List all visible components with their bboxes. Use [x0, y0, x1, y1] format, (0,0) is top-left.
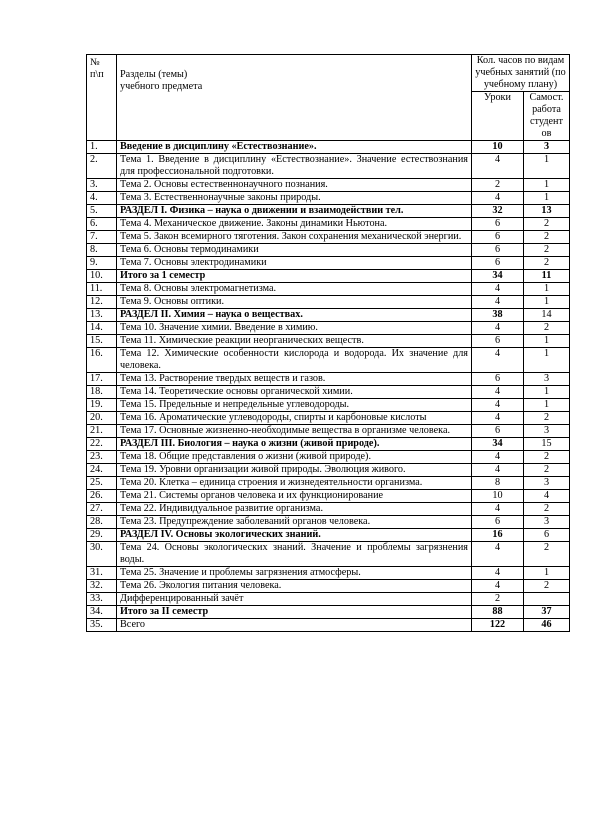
- header-lessons: Уроки: [471, 92, 523, 141]
- row-lessons: 4: [471, 386, 523, 399]
- row-selfwork: 2: [523, 257, 569, 270]
- row-topic: Тема 11. Химические реакции неорганических веществ.: [117, 335, 472, 348]
- row-topic: Тема 25. Значение и проблемы загрязнения атмосферы.: [117, 567, 472, 580]
- table-row: [87, 335, 570, 348]
- row-lessons: 6: [471, 244, 523, 257]
- row-number: 20.: [87, 412, 117, 425]
- row-lessons: 16: [471, 529, 523, 542]
- row-topic: РАЗДЕЛ II. Химия – наука о веществах.: [117, 309, 472, 322]
- row-topic: Тема 14. Теоретические основы органической химии.: [117, 386, 472, 399]
- table-row: [87, 503, 570, 516]
- row-number: 9.: [87, 257, 117, 270]
- table-row: [87, 141, 570, 154]
- table-row: [87, 464, 570, 477]
- row-lessons: 6: [471, 373, 523, 386]
- table-row: [87, 257, 570, 270]
- row-selfwork: 14: [523, 309, 569, 322]
- row-number: 5.: [87, 205, 117, 218]
- row-number: 16.: [87, 348, 117, 373]
- row-selfwork: 15: [523, 438, 569, 451]
- table-row: [87, 567, 570, 580]
- row-selfwork: 1: [523, 296, 569, 309]
- row-number: 26.: [87, 490, 117, 503]
- row-number: 7.: [87, 231, 117, 244]
- table-row: [87, 542, 570, 567]
- row-selfwork: 2: [523, 412, 569, 425]
- row-selfwork: 3: [523, 141, 569, 154]
- table-row: [87, 270, 570, 283]
- table-row: [87, 516, 570, 529]
- row-topic: Тема 3. Естественнонаучные законы природы.: [117, 192, 472, 205]
- row-lessons: 122: [471, 619, 523, 632]
- table-row: [87, 593, 570, 606]
- row-selfwork: 11: [523, 270, 569, 283]
- row-number: 28.: [87, 516, 117, 529]
- row-number: 23.: [87, 451, 117, 464]
- row-number: 27.: [87, 503, 117, 516]
- table-row: [87, 244, 570, 257]
- row-number: 1.: [87, 141, 117, 154]
- row-lessons: 32: [471, 205, 523, 218]
- row-number: 29.: [87, 529, 117, 542]
- row-lessons: 4: [471, 154, 523, 179]
- row-topic: Введение в дисциплину «Естествознание».: [117, 141, 472, 154]
- row-topic: Тема 5. Закон всемирного тяготения. Закон сохранения механической энергии.: [117, 231, 472, 244]
- table-row: [87, 580, 570, 593]
- row-lessons: 88: [471, 606, 523, 619]
- row-number: 19.: [87, 399, 117, 412]
- table-row: [87, 179, 570, 192]
- row-lessons: 4: [471, 348, 523, 373]
- table-row: [87, 619, 570, 632]
- row-lessons: 4: [471, 580, 523, 593]
- row-selfwork: 1: [523, 335, 569, 348]
- row-number: 8.: [87, 244, 117, 257]
- row-topic: Тема 12. Химические особенности кислорода и водорода. Их значение для человека.: [117, 348, 472, 373]
- row-lessons: 6: [471, 218, 523, 231]
- row-number: 21.: [87, 425, 117, 438]
- row-selfwork: 3: [523, 516, 569, 529]
- table-row: [87, 477, 570, 490]
- row-topic: Тема 23. Предупреждение заболеваний органов человека.: [117, 516, 472, 529]
- row-topic: Тема 8. Основы электромагнетизма.: [117, 283, 472, 296]
- row-topic: Тема 24. Основы экологических знаний. Значение и проблемы загрязнения воды.: [117, 542, 472, 567]
- row-topic: Тема 4. Механическое движение. Законы динамики Ньютона.: [117, 218, 472, 231]
- table-row: [87, 451, 570, 464]
- table-row: [87, 348, 570, 373]
- table-row: [87, 606, 570, 619]
- row-selfwork: 3: [523, 425, 569, 438]
- table-row: [87, 296, 570, 309]
- row-topic: РАЗДЕЛ I. Физика – наука о движении и взаимодействии тел.: [117, 205, 472, 218]
- row-number: 34.: [87, 606, 117, 619]
- row-topic: Тема 22. Индивидуальное развитие организма.: [117, 503, 472, 516]
- row-selfwork: 2: [523, 503, 569, 516]
- table-row: [87, 231, 570, 244]
- row-lessons: 4: [471, 296, 523, 309]
- row-lessons: 4: [471, 451, 523, 464]
- row-lessons: 4: [471, 322, 523, 335]
- row-lessons: 6: [471, 231, 523, 244]
- row-topic: Тема 26. Экология питания человека.: [117, 580, 472, 593]
- row-number: 22.: [87, 438, 117, 451]
- row-selfwork: 13: [523, 205, 569, 218]
- row-selfwork: 6: [523, 529, 569, 542]
- row-number: 32.: [87, 580, 117, 593]
- row-selfwork: 1: [523, 399, 569, 412]
- table-row: [87, 399, 570, 412]
- table-row: [87, 373, 570, 386]
- row-number: 3.: [87, 179, 117, 192]
- row-number: 10.: [87, 270, 117, 283]
- row-selfwork: 1: [523, 179, 569, 192]
- row-selfwork: 1: [523, 386, 569, 399]
- row-topic: Тема 13. Растворение твердых веществ и газов.: [117, 373, 472, 386]
- row-selfwork: 2: [523, 542, 569, 567]
- row-selfwork: 2: [523, 244, 569, 257]
- row-selfwork: 2: [523, 580, 569, 593]
- table-row: [87, 529, 570, 542]
- row-lessons: 4: [471, 542, 523, 567]
- row-selfwork: 3: [523, 373, 569, 386]
- row-topic: Тема 6. Основы термодинамики: [117, 244, 472, 257]
- table-row: [87, 205, 570, 218]
- row-number: 12.: [87, 296, 117, 309]
- row-number: 18.: [87, 386, 117, 399]
- row-lessons: 38: [471, 309, 523, 322]
- row-selfwork: 3: [523, 477, 569, 490]
- row-number: 24.: [87, 464, 117, 477]
- table-row: [87, 218, 570, 231]
- row-number: 33.: [87, 593, 117, 606]
- row-selfwork: 2: [523, 464, 569, 477]
- row-topic: Тема 10. Значение химии. Введение в химию.: [117, 322, 472, 335]
- curriculum-table: [86, 54, 570, 632]
- row-lessons: 6: [471, 335, 523, 348]
- row-selfwork: 2: [523, 451, 569, 464]
- table-row: [87, 283, 570, 296]
- table-row: [87, 309, 570, 322]
- row-selfwork: 1: [523, 154, 569, 179]
- header-row: [87, 55, 570, 92]
- row-topic: Тема 2. Основы естественнонаучного познания.: [117, 179, 472, 192]
- row-topic: Тема 19. Уровни организации живой природы. Эволюция живого.: [117, 464, 472, 477]
- row-number: 30.: [87, 542, 117, 567]
- row-topic: Итого за 1 семестр: [117, 270, 472, 283]
- row-selfwork: 1: [523, 348, 569, 373]
- row-lessons: 8: [471, 477, 523, 490]
- row-lessons: 2: [471, 593, 523, 606]
- table-body: [87, 55, 570, 632]
- row-selfwork: 1: [523, 192, 569, 205]
- row-lessons: 4: [471, 399, 523, 412]
- row-selfwork: 2: [523, 218, 569, 231]
- row-number: 4.: [87, 192, 117, 205]
- row-number: 14.: [87, 322, 117, 335]
- row-number: 17.: [87, 373, 117, 386]
- row-number: 11.: [87, 283, 117, 296]
- table-row: [87, 386, 570, 399]
- table-row: [87, 425, 570, 438]
- row-selfwork: 4: [523, 490, 569, 503]
- table-row: [87, 154, 570, 179]
- row-lessons: 6: [471, 257, 523, 270]
- row-topic: Тема 7. Основы электродинамики: [117, 257, 472, 270]
- row-lessons: 4: [471, 192, 523, 205]
- row-number: 2.: [87, 154, 117, 179]
- row-lessons: 10: [471, 141, 523, 154]
- table-row: [87, 192, 570, 205]
- table-row: [87, 322, 570, 335]
- row-lessons: 4: [471, 283, 523, 296]
- row-topic: Тема 9. Основы оптики.: [117, 296, 472, 309]
- row-lessons: 2: [471, 179, 523, 192]
- row-lessons: 6: [471, 425, 523, 438]
- header-num: № п\п: [87, 55, 117, 141]
- row-topic: Дифференцированный зачёт: [117, 593, 472, 606]
- row-lessons: 4: [471, 567, 523, 580]
- row-lessons: 4: [471, 503, 523, 516]
- row-topic: Тема 18. Общие представления о жизни (живой природе).: [117, 451, 472, 464]
- header-sections: Разделы (темы) учебного предмета: [117, 55, 472, 141]
- row-number: 15.: [87, 335, 117, 348]
- row-topic: Тема 21. Системы органов человека и их функционирование: [117, 490, 472, 503]
- table-row: [87, 490, 570, 503]
- header-selfwork: Самост. работа студент ов: [523, 92, 569, 141]
- row-number: 25.: [87, 477, 117, 490]
- row-number: 13.: [87, 309, 117, 322]
- row-topic: Итого за II семестр: [117, 606, 472, 619]
- row-topic: Всего: [117, 619, 472, 632]
- row-number: 6.: [87, 218, 117, 231]
- row-number: 35.: [87, 619, 117, 632]
- table-row: [87, 412, 570, 425]
- row-number: 31.: [87, 567, 117, 580]
- row-selfwork: 46: [523, 619, 569, 632]
- row-lessons: 34: [471, 438, 523, 451]
- row-lessons: 4: [471, 464, 523, 477]
- row-selfwork: 2: [523, 322, 569, 335]
- row-lessons: 10: [471, 490, 523, 503]
- row-topic: Тема 1. Введение в дисциплину «Естествознание». Значение естествознания для профессиональной подготовки.: [117, 154, 472, 179]
- row-topic: Тема 16. Ароматические углеводороды, спирты и карбоновые кислоты: [117, 412, 472, 425]
- row-selfwork: 1: [523, 283, 569, 296]
- row-topic: Тема 15. Предельные и непредельные углеводороды.: [117, 399, 472, 412]
- row-selfwork: 37: [523, 606, 569, 619]
- row-selfwork: [523, 593, 569, 606]
- row-lessons: 4: [471, 412, 523, 425]
- row-selfwork: 2: [523, 231, 569, 244]
- header-hours: Кол. часов по видам учебных занятий (по учебному плану): [471, 55, 569, 92]
- row-topic: РАЗДЕЛ IV. Основы экологических знаний.: [117, 529, 472, 542]
- table-row: [87, 438, 570, 451]
- row-lessons: 34: [471, 270, 523, 283]
- row-lessons: 6: [471, 516, 523, 529]
- row-topic: Тема 17. Основные жизненно-необходимые вещества в организме человека.: [117, 425, 472, 438]
- row-topic: РАЗДЕЛ III. Биология – наука о жизни (живой природе).: [117, 438, 472, 451]
- row-topic: Тема 20. Клетка – единица строения и жизнедеятельности организма.: [117, 477, 472, 490]
- row-selfwork: 1: [523, 567, 569, 580]
